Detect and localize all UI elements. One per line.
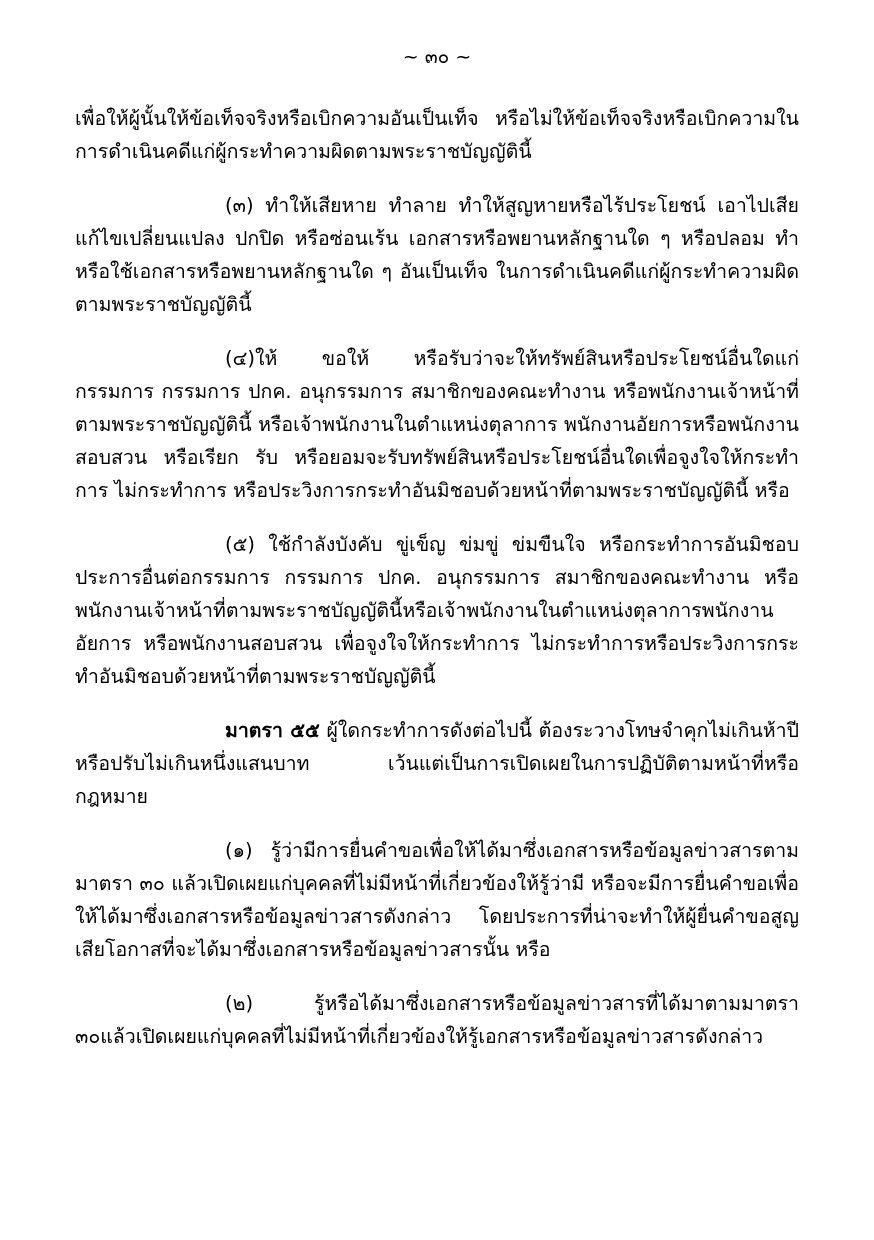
document-body: [75, 102, 799, 1074]
clause-3: (๓) ทำให้เสียหาย ทำลาย ทำให้สูญหายหรือไร้ประโยชน์ เอาไปเสีย แก้ไขเปลี่ยนแปลง ปกปิด หรือซ่อนเร้น เอกสารหรือพยานหลักฐานใด ๆ หรือปลอม ทำ หรือใช้เอกสารหรือพยานหลักฐานใด ๆ อันเป็นเท็จ ในการดำเนินคดีแก่ผู้กระทำความผิดตามพระราชบัญญัตินี้: [75, 194, 799, 316]
section-55-clause-1: (๑) รู้ว่ามีการยื่นคำขอเพื่อให้ได้มาซึ่งเอกสารหรือข้อมูลข่าวสารตามมาตรา ๓๐ แล้วเปิดเผยแก่บุคคลที่ไม่มีหน้าที่เกี่ยวข้องให้รู้ว่ามี หรือจะมีการยื่นคำขอเพื่อให้ได้มาซึ่งเอกสารหรือข้อมูลข่าวสารดังกล่าว โดยประการที่น่าจะทำให้ผู้ยื่นคำขอสูญเสียโอกาสที่จะได้มาซึ่งเอกสารหรือข้อมูลข่าวสารนั้น หรือ: [75, 839, 799, 961]
section-55-text: ผู้ใดกระทำการดังต่อไปนี้ ต้องระวางโทษจำคุกไม่เกินห้าปี หรือปรับไม่เกินหนึ่งแสนบาท เว้นแต่เป็นการเปิดเผยในการปฏิบัติตามหน้าที่หรือกฎหมาย: [75, 719, 799, 808]
clause-5: (๕) ใช้กำลังบังคับ ขู่เข็ญ ข่มขู่ ข่มขืนใจ หรือกระทำการอันมิชอบประการอื่นต่อกรรมการ กรรมการ ปกค. อนุกรรมการ สมาชิกของคณะทำงาน หรือพนักงานเจ้าหน้าที่ตามพระราชบัญญัตินี้หรือเจ้าพนักงานในตำแหน่งตุลาการพนักงานอัยการ หรือพนักงานสอบสวน เพื่อจูงใจให้กระทำการ ไม่กระทำการหรือประวิงการกระทำอันมิชอบด้วยหน้าที่ตามพระราชบัญญัตินี้: [75, 533, 799, 688]
continued-paragraph: เพื่อให้ผู้นั้นให้ข้อเท็จจริงหรือเบิกความอันเป็นเท็จ หรือไม่ให้ข้อเท็จจริงหรือเบิกความในการดำเนินคดีแก่ผู้กระทำความผิดตามพระราชบัญญัตินี้: [75, 107, 799, 163]
section-55-clause-2: (๒) รู้หรือได้มาซึ่งเอกสารหรือข้อมูลข่าวสารที่ได้มาตามมาตรา ๓๐แล้วเปิดเผยแก่บุคคลที่ไม่มีหน้าที่เกี่ยวข้องให้รู้เอกสารหรือข้อมูลข่าวสารดังกล่าว: [75, 992, 799, 1048]
page-number: ~ ๓๐ ~: [402, 46, 472, 68]
clause-4: (๔)ให้ ขอให้ หรือรับว่าจะให้ทรัพย์สินหรือประโยชน์อื่นใดแก่กรรมการ กรรมการ ปกค. อนุกรรมการ สมาชิกของคณะทำงาน หรือพนักงานเจ้าหน้าที่ตามพระราชบัญญัตินี้ หรือเจ้าพนักงานในตำแหน่งตุลาการ พนักงานอัยการหรือพนักงานสอบสวน หรือเรียก รับ หรือยอมจะรับทรัพย์สินหรือประโยชน์อื่นใดเพื่อจูงใจให้กระทำการ ไม่กระทำการ หรือประวิงการกระทำอันมิชอบด้วยหน้าที่ตามพระราชบัญญัตินี้ หรือ: [75, 347, 799, 502]
section-55-heading: มาตรา ๕๕: [225, 719, 320, 742]
section-55-paragraph: [75, 714, 799, 813]
